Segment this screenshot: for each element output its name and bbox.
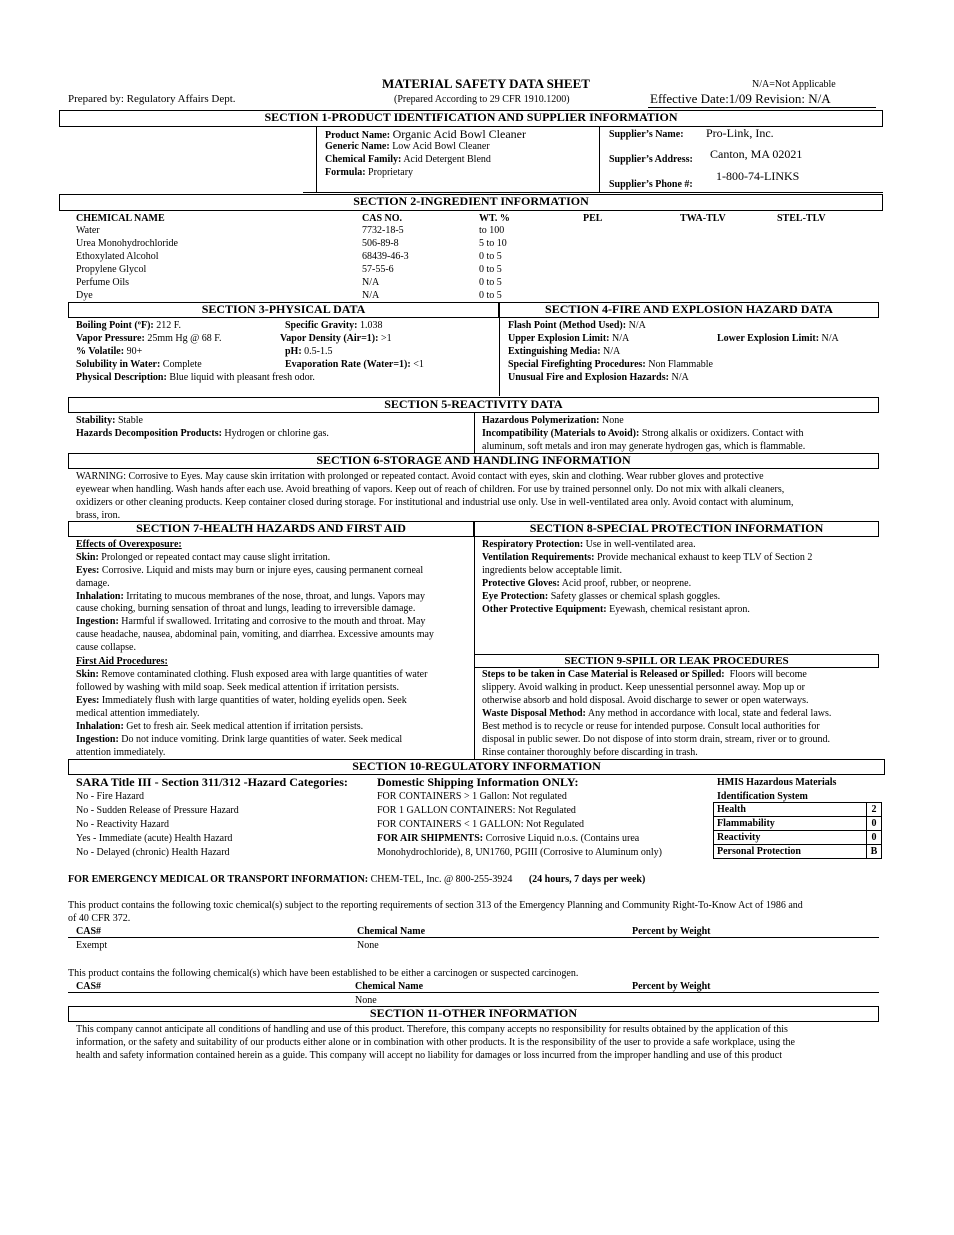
percent-volatile-value: 90+	[126, 346, 143, 357]
ingredient-cas: N/A	[362, 290, 380, 301]
respiratory-value: Use in well-ventilated area.	[585, 539, 696, 550]
section-5-header: SECTION 5-REACTIVITY DATA	[68, 397, 879, 413]
table-row	[714, 845, 882, 859]
ph-value: 0.5-1.5	[304, 346, 333, 357]
first-aid-inhalation	[76, 720, 363, 733]
hmis-label: Health	[714, 803, 867, 817]
emergency-label: FOR EMERGENCY MEDICAL OR TRANSPORT INFORMATION:	[68, 874, 369, 885]
waste-disposal-value: Any method in accordance with local, state and federal laws.	[587, 708, 832, 719]
table-row	[714, 817, 882, 831]
ingredient-name: Perfume Oils	[76, 277, 130, 288]
protective-gloves	[482, 577, 691, 590]
other-equipment-label: Other Protective Equipment:	[482, 604, 607, 615]
special-firefighting	[508, 358, 713, 371]
section-2-header: SECTION 2-INGREDIENT INFORMATION	[59, 194, 883, 211]
ventilation-line-2: ingredients below acceptable limit.	[482, 565, 622, 576]
emergency-hours: (24 hours, 7 days per week)	[528, 874, 646, 885]
hmis-table	[713, 802, 882, 859]
ingredient-cas: 7732-18-5	[362, 225, 404, 236]
table-row	[76, 224, 507, 237]
decomposition-value: Hydrogen or chlorine gas.	[224, 428, 329, 439]
emergency-value: CHEM-TEL, Inc. @ 800-255-3924	[368, 874, 513, 885]
hmis-title-2: Identification System	[717, 791, 808, 802]
na-note: N/A=Not Applicable	[752, 79, 836, 90]
spill-steps	[482, 668, 807, 681]
hmis-value: 0	[867, 817, 882, 831]
shipping-line-2: FOR 1 GALLON CONTAINERS: Not Regulated	[377, 805, 576, 816]
table-row	[76, 263, 507, 276]
section-4-header: SECTION 4-FIRE AND EXPLOSION HAZARD DATA	[499, 302, 879, 318]
unusual-hazards-label: Unusual Fire and Explosion Hazards:	[508, 372, 669, 383]
hmis-value: B	[867, 845, 882, 859]
physical-description-label: Physical Description:	[76, 372, 167, 383]
col-pel: PEL	[583, 213, 603, 224]
lel-label: Lower Explosion Limit:	[717, 333, 820, 344]
storage-line-3: oxidizers or other cleaning products. Keep container closed during storage. For institutional and industrial use only. Use in well-ventilated area only. Avoid contact with aluminum,	[76, 497, 794, 508]
toxic-rule	[68, 937, 879, 938]
extinguishing-media-value: N/A	[603, 346, 621, 357]
col-stel-tlv: STEL-TLV	[777, 213, 826, 224]
formula-row	[325, 166, 413, 179]
effective-date: Effective Date:1/09 Revision: N/A	[650, 91, 831, 106]
effects-eyes-label: Eyes:	[76, 565, 100, 576]
spill-steps-line-3: otherwise absorb and hold disposal. Avoid discharge to sewer or open waterways.	[482, 695, 809, 706]
formula-value: Proprietary	[368, 167, 414, 178]
waste-disposal-line-3: disposal in public sewer. Do not dispose of into storm drain, stream, river or to ground.	[482, 734, 831, 745]
spill-steps-line-2: slippery. Avoid walking in product. Keep unessential personnel away. Mop up or	[482, 682, 805, 693]
supplier-phone-label: Supplier’s Phone #:	[609, 179, 693, 190]
section-9-header: SECTION 9-SPILL OR LEAK PROCEDURES	[474, 654, 879, 668]
toxic-col-percent: Percent by Weight	[632, 926, 711, 937]
carcinogen-text: This product contains the following chemical(s) which have been established to be either a carcinogen or suspected carcinogen.	[68, 968, 579, 979]
other-info-line-3: health and safety information contained herein as a guide. This company will accept no liability for damages or loss incurred from the improper handling and use of this product	[76, 1050, 783, 1061]
section-1-bottom-rule	[303, 192, 883, 193]
solubility	[76, 358, 202, 371]
stability	[76, 414, 143, 427]
table-row	[76, 289, 507, 302]
col-chemical-name: CHEMICAL NAME	[76, 213, 165, 224]
vapor-density	[280, 332, 392, 345]
effects-eyes	[76, 564, 423, 577]
hmis-value: 0	[867, 831, 882, 845]
ph-label: pH:	[285, 346, 302, 357]
boiling-point-label: Boiling Point (ºF):	[76, 320, 154, 331]
table-row	[76, 276, 507, 289]
respiratory-protection	[482, 538, 696, 551]
percent-volatile	[76, 345, 142, 358]
supplier-phone-value: 1-800-74-LINKS	[716, 169, 800, 183]
ingredient-cas: 506-89-8	[362, 238, 399, 249]
specific-gravity	[285, 319, 382, 332]
carcinogen-rule	[68, 992, 879, 993]
solubility-value: Complete	[162, 359, 202, 370]
specific-gravity-value: 1.038	[359, 320, 383, 331]
lower-explosion-limit	[717, 332, 839, 345]
air-shipments-label: FOR AIR SHIPMENTS:	[377, 833, 484, 844]
section-1-divider-right	[599, 127, 600, 193]
generic-name-row	[325, 140, 490, 153]
ingredient-wt: 0 to 5	[479, 277, 502, 288]
document-title: MATERIAL SAFETY DATA SHEET	[382, 76, 590, 91]
first-aid-inhalation-label: Inhalation:	[76, 721, 124, 732]
storage-line-4: brass, iron.	[76, 510, 121, 521]
storage-line-2: eyewear when handling. Wash hands after each use. Avoid breathing of vapors. Keep out of reach of children. For use by trained personnel only. Do not mix with alkali cleaners,	[76, 484, 785, 495]
table-row	[714, 803, 882, 817]
toxic-text-line-2: of 40 CFR 372.	[68, 913, 131, 924]
ventilation-value: Provide mechanical exhaust to keep TLV of Section 2	[597, 552, 813, 563]
specific-gravity-label: Specific Gravity:	[285, 320, 358, 331]
first-aid-heading: First Aid Procedures:	[76, 656, 168, 667]
effects-ingestion-label: Ingestion:	[76, 616, 119, 627]
supplier-address-label: Supplier’s Address:	[609, 154, 693, 165]
section-3-4-divider	[499, 318, 500, 396]
incompatibility-value: Strong alkalis or oxidizers. Contact with	[641, 428, 804, 439]
special-firefighting-value: Non Flammable	[648, 359, 713, 370]
ventilation-label: Ventilation Requirements:	[482, 552, 595, 563]
section-7-header: SECTION 7-HEALTH HAZARDS AND FIRST AID	[68, 521, 474, 537]
effects-skin-label: Skin:	[76, 552, 99, 563]
eye-protection-value: Safety glasses or chemical splash goggles.	[550, 591, 721, 602]
shipping-line-3: FOR CONTAINERS < 1 GALLON: Not Regulated	[377, 819, 585, 830]
waste-disposal-label: Waste Disposal Method:	[482, 708, 586, 719]
ingredient-name: Water	[76, 225, 100, 236]
supplier-name-label: Supplier’s Name:	[609, 129, 684, 140]
hmis-label: Flammability	[714, 817, 867, 831]
ingredient-table	[76, 224, 507, 302]
eye-protection	[482, 590, 720, 603]
polymerization-label: Hazardous Polymerization:	[482, 415, 600, 426]
other-info-line-2: information, or the safety and suitability of our products either alone or in combination with other products. It is the responsibility of the user to provide a safe workplace, using the	[76, 1037, 795, 1048]
generic-name-label: Generic Name:	[325, 141, 390, 152]
section-10-header: SECTION 10-REGULATORY INFORMATION	[68, 759, 885, 775]
first-aid-eyes-value: Immediately flush with large quantities of water, holding eyelids open. Seek	[101, 695, 407, 706]
vapor-density-value: >1	[380, 333, 392, 344]
effects-ingestion-value: Harmful if swallowed. Irritating and corrosive to the mouth and throat. May	[121, 616, 426, 627]
toxic-cas-value: Exempt	[76, 940, 108, 951]
shipping-title: Domestic Shipping Information ONLY:	[377, 775, 579, 789]
physical-description-value: Blue liquid with pleasant fresh odor.	[166, 372, 315, 383]
header-rule	[648, 107, 876, 108]
decomposition-label: Hazards Decomposition Products:	[76, 428, 222, 439]
section-5-divider	[474, 413, 475, 453]
hmis-label: Reactivity	[714, 831, 867, 845]
effects-inhalation-line-2: cause choking, burning sensation of throat and lungs, leading to irreversible damage.	[76, 603, 416, 614]
carcinogen-col-percent: Percent by Weight	[632, 981, 711, 992]
generic-name-value: Low Acid Bowl Cleaner	[392, 141, 490, 152]
table-row	[714, 831, 882, 845]
hmis-title-1: HMIS Hazardous Materials	[717, 777, 837, 788]
first-aid-eyes-line-2: medical attention immediately.	[76, 708, 200, 719]
other-equipment	[482, 603, 750, 616]
effects-eyes-line-2: damage.	[76, 578, 110, 589]
ingredient-name: Ethoxylated Alcohol	[76, 251, 159, 262]
first-aid-skin-label: Skin:	[76, 669, 99, 680]
evaporation-rate-value: <1	[413, 359, 424, 370]
waste-disposal	[482, 707, 831, 720]
table-row	[76, 237, 507, 250]
ph	[285, 345, 333, 358]
extinguishing-media-label: Extinguishing Media:	[508, 346, 601, 357]
hmis-label: Personal Protection	[714, 845, 867, 859]
section-8-header: SECTION 8-SPECIAL PROTECTION INFORMATION	[474, 521, 879, 537]
waste-disposal-line-2: Best method is to recycle or reuse for intended purpose. Consult local authorities for	[482, 721, 820, 732]
section-11-header: SECTION 11-OTHER INFORMATION	[68, 1006, 879, 1022]
solubility-label: Solubility in Water:	[76, 359, 161, 370]
unusual-hazards-value: N/A	[671, 372, 689, 383]
uel-value: N/A	[612, 333, 630, 344]
ingredient-wt: to 100	[479, 225, 505, 236]
first-aid-skin-value: Remove contaminated clothing. Flush exposed area with large quantities of water	[101, 669, 428, 680]
air-shipments	[377, 832, 639, 845]
spill-steps-value: Floors will become	[729, 669, 807, 680]
upper-explosion-limit	[508, 332, 629, 345]
incompatibility	[482, 427, 803, 440]
hmis-value: 2	[867, 803, 882, 817]
other-info-line-1: This company cannot anticipate all conditions of handling and use of this product. Therefore, this company accepts no responsibility for results obtained by the application of this	[76, 1024, 788, 1035]
extinguishing-media	[508, 345, 620, 358]
gloves-value: Acid proof, rubber, or neoprene.	[561, 578, 692, 589]
supplier-address-value: Canton, MA 02021	[710, 147, 803, 161]
vapor-pressure	[76, 332, 222, 345]
first-aid-skin	[76, 668, 427, 681]
evaporation-rate-label: Evaporation Rate (Water=1):	[285, 359, 411, 370]
special-firefighting-label: Special Firefighting Procedures:	[508, 359, 646, 370]
ingredient-wt: 0 to 5	[479, 264, 502, 275]
sara-item: Yes - Immediate (acute) Health Hazard	[76, 833, 233, 844]
stability-value: Stable	[117, 415, 143, 426]
section-6-header: SECTION 6-STORAGE AND HANDLING INFORMATION	[68, 453, 879, 469]
toxic-col-cas: CAS#	[76, 926, 102, 937]
respiratory-label: Respiratory Protection:	[482, 539, 584, 550]
chemical-family-row	[325, 153, 491, 166]
first-aid-skin-line-2: followed by washing with mild soap. Seek medical attention if irritation persists.	[76, 682, 399, 693]
flash-point	[508, 319, 646, 332]
product-name-value: Organic Acid Bowl Cleaner	[392, 127, 526, 141]
decomposition-products	[76, 427, 329, 440]
vapor-pressure-label: Vapor Pressure:	[76, 333, 145, 344]
section-3-header: SECTION 3-PHYSICAL DATA	[68, 302, 499, 318]
col-twa-tlv: TWA-TLV	[680, 213, 726, 224]
toxic-name-value: None	[357, 940, 379, 951]
section-1-header: SECTION 1-PRODUCT IDENTIFICATION AND SUPPLIER INFORMATION	[59, 110, 883, 127]
eye-protection-label: Eye Protection:	[482, 591, 549, 602]
sara-item: No - Fire Hazard	[76, 791, 145, 802]
product-name-label: Product Name:	[325, 130, 391, 141]
toxic-col-name: Chemical Name	[357, 926, 426, 937]
boiling-point	[76, 319, 181, 332]
chemical-family-label: Chemical Family:	[325, 154, 402, 165]
section-9-divider	[474, 668, 475, 759]
first-aid-inhalation-value: Get to fresh air. Seek medical attention if irritation persists.	[126, 721, 364, 732]
formula-label: Formula:	[325, 167, 366, 178]
percent-volatile-label: % Volatile:	[76, 346, 125, 357]
section-1-divider-left	[316, 127, 317, 193]
unusual-hazards	[508, 371, 689, 384]
incompatibility-label: Incompatibility (Materials to Avoid):	[482, 428, 640, 439]
carcinogen-col-name: Chemical Name	[355, 981, 424, 992]
shipping-line-1: FOR CONTAINERS > 1 Gallon: Not regulated	[377, 791, 567, 802]
air-shipments-line-2: Monohydrochloride), 8, UN1760, PGIII (Corrosive to Aluminum only)	[377, 847, 662, 858]
emergency-info	[68, 873, 645, 886]
gloves-label: Protective Gloves:	[482, 578, 560, 589]
first-aid-ingestion	[76, 733, 402, 746]
sara-item: No - Delayed (chronic) Health Hazard	[76, 847, 230, 858]
vapor-density-label: Vapor Density (Air=1):	[280, 333, 379, 344]
ingredient-wt: 5 to 10	[479, 238, 507, 249]
toxic-text-line-1: This product contains the following toxic chemical(s) subject to the reporting requirements of section 313 of the Emergency Planning and Community Right-To-Know Act of 1986 and	[68, 900, 803, 911]
other-equipment-value: Eyewash, chemical resistant apron.	[609, 604, 750, 615]
ingredient-cas: 57-55-6	[362, 264, 394, 275]
waste-disposal-line-4: Rinse container thoroughly before discarding in trash.	[482, 747, 698, 758]
flash-point-label: Flash Point (Method Used):	[508, 320, 627, 331]
first-aid-ingestion-line-2: attention immediately.	[76, 747, 166, 758]
table-row	[76, 250, 507, 263]
effects-ingestion-line-2: cause headache, nausea, abdominal pain, vomiting, and diarrhea. Excessive amounts may	[76, 629, 434, 640]
carcinogen-name-value: None	[355, 995, 377, 1006]
lel-value: N/A	[821, 333, 839, 344]
first-aid-eyes	[76, 694, 407, 707]
first-aid-ingestion-label: Ingestion:	[76, 734, 119, 745]
polymerization-value: None	[601, 415, 624, 426]
chemical-family-value: Acid Detergent Blend	[403, 154, 491, 165]
first-aid-eyes-label: Eyes:	[76, 695, 100, 706]
effects-eyes-value: Corrosive. Liquid and mists may burn or injure eyes, causing permanent corneal	[101, 565, 424, 576]
sara-item: No - Sudden Release of Pressure Hazard	[76, 805, 239, 816]
ingredient-wt: 0 to 5	[479, 290, 502, 301]
boiling-point-value: 212 F.	[156, 320, 182, 331]
effects-of-overexposure-heading: Effects of Overexposure:	[76, 539, 182, 550]
effects-inhalation-label: Inhalation:	[76, 591, 124, 602]
first-aid-ingestion-value: Do not induce vomiting. Drink large quantities of water. Seek medical	[121, 734, 403, 745]
effects-skin	[76, 551, 330, 564]
supplier-name-value: Pro-Link, Inc.	[706, 126, 774, 140]
carcinogen-col-cas: CAS#	[76, 981, 102, 992]
section-7-8-divider	[474, 537, 475, 655]
effects-ingestion	[76, 615, 425, 628]
prepared-by: Prepared by: Regulatory Affairs Dept.	[68, 93, 236, 105]
ingredient-cas: 68439-46-3	[362, 251, 409, 262]
effects-skin-value: Prolonged or repeated contact may cause slight irritation.	[101, 552, 331, 563]
document-subtitle: (Prepared According to 29 CFR 1910.1200)	[394, 94, 570, 105]
sara-title: SARA Title III - Section 311/312 -Hazard Categories:	[76, 775, 348, 789]
spill-steps-label: Steps to be taken in Case Material is Released or Spilled:	[482, 669, 725, 680]
uel-label: Upper Explosion Limit:	[508, 333, 610, 344]
effects-ingestion-line-3: cause collapse.	[76, 642, 136, 653]
ingredient-cas: N/A	[362, 277, 380, 288]
air-shipments-value: Corrosive Liquid n.o.s. (Contains urea	[483, 833, 640, 844]
evaporation-rate	[285, 358, 424, 371]
incompatibility-line-2: aluminum, soft metals and iron may generate hydrogen gas, which is flammable.	[482, 441, 806, 452]
physical-description	[76, 371, 315, 384]
col-cas-no: CAS NO.	[362, 213, 403, 224]
ingredient-name: Propylene Glycol	[76, 264, 147, 275]
ventilation	[482, 551, 812, 564]
sara-item: No - Reactivity Hazard	[76, 819, 170, 830]
vapor-pressure-value: 25mm Hg @ 68 F.	[147, 333, 222, 344]
ingredient-name: Urea Monohydrochloride	[76, 238, 178, 249]
ingredient-name: Dye	[76, 290, 93, 301]
col-wt-percent: WT. %	[479, 213, 510, 224]
effects-inhalation-value: Irritating to mucous membranes of the nose, throat, and lungs. Vapors may	[126, 591, 425, 602]
storage-line-1: WARNING: Corrosive to Eyes. May cause skin irritation with prolonged or repeated contact. Avoid contact with eyes, skin and clothing. Wear rubber gloves and protective	[76, 471, 764, 482]
stability-label: Stability:	[76, 415, 116, 426]
hazardous-polymerization	[482, 414, 624, 427]
ingredient-wt: 0 to 5	[479, 251, 502, 262]
flash-point-value: N/A	[628, 320, 646, 331]
